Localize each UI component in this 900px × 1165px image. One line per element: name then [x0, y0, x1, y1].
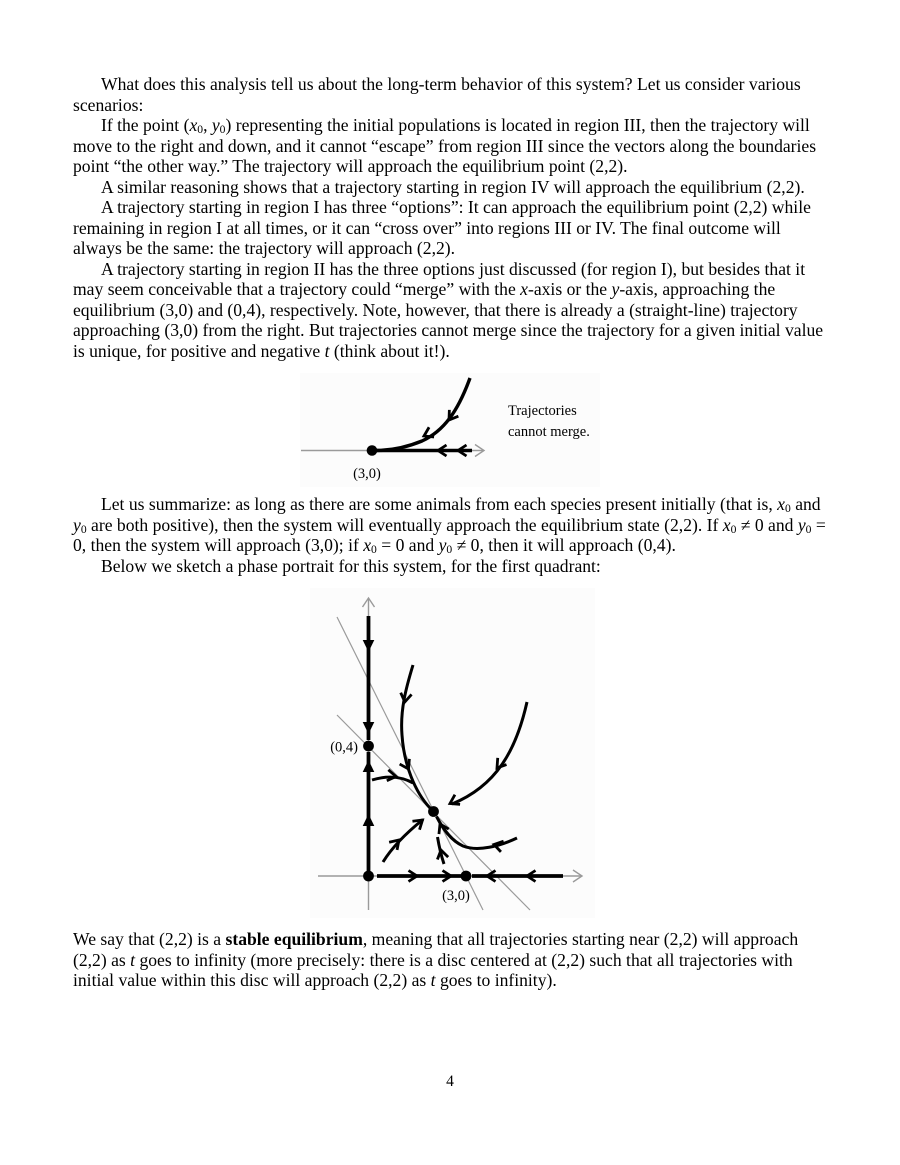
merge-caption-line2: cannot merge.	[508, 424, 590, 440]
label-3-0: (3,0)	[442, 888, 470, 904]
figure-phase-portrait	[310, 588, 595, 918]
curved-trajectory	[376, 378, 470, 451]
body-text-middle	[73, 494, 828, 576]
body-text-bottom	[73, 929, 828, 991]
equilibrium-dots	[363, 741, 471, 882]
paragraph-1: What does this analysis tell us about the long-term behavior of this system? Let us consider various scenarios:	[73, 74, 801, 115]
paragraph-6: Let us summarize: as long as there are some animals from each species present initially (that is, $x_0$ and $y_0$ are both positive), then the system will eventually approach the equilibrium state (2,2). If $x_0 \ne 0$ and $y_0 = 0$, then the system will approach (3,0); if $x_0 = 0$ and $y_0 \ne 0$, then it will approach (0,4).	[73, 494, 826, 556]
body-text-top	[73, 74, 828, 361]
origin-dot	[363, 871, 374, 882]
paragraph-8: We say that (2,2) is a stable equilibrium, meaning that all trajectories starting near (2,2) will approach (2,2) as t goes to infinity (more precisely: there is a disc centered at (2,2) such that all trajectories with initial value within this disc will approach (2,2) as t goes to infinity).	[73, 929, 799, 990]
merge-caption	[508, 401, 608, 443]
paragraph-7: Below we sketch a phase portrait for this system, for the first quadrant:	[101, 555, 601, 576]
dot-3-0	[461, 871, 472, 882]
merge-caption-line1: Trajectories	[508, 403, 577, 419]
paragraph-4: A trajectory starting in region I has three “options”: It can approach the equilibrium point (2,2) while remaining in region I at all times, or it can “cross over” into regions III or IV. The final outcome will always be the same: the trajectory will approach (2,2).	[73, 197, 811, 258]
phase-portrait-drawing	[310, 588, 595, 918]
paragraph-3: A similar reasoning shows that a trajectory starting in region IV will approach the equilibrium (2,2).	[101, 176, 805, 197]
flow-arrow-icon	[363, 640, 375, 652]
dot-0-4	[363, 741, 374, 752]
flow-arrow-icon	[363, 722, 375, 734]
paragraph-2: If the point ($x_0$, $y_0$) representing the initial populations is located in region III, then the trajectory will move to the right and down, and it cannot “escape” from region III since the vectors along the boundaries point “the other way.” The trajectory will approach the equilibrium point (2,2).	[73, 115, 817, 176]
page-number: 4	[446, 1073, 454, 1090]
flow-arrow-icon	[363, 814, 375, 826]
dot-2-2	[428, 806, 439, 817]
figure-merge	[300, 373, 600, 487]
label-0-4: (0,4)	[330, 739, 358, 756]
equilibrium-dot	[367, 445, 378, 456]
flow-arrow-icon	[363, 760, 375, 772]
interior-trajectories	[372, 665, 527, 864]
point-label: (3,0)	[353, 466, 381, 482]
paragraph-5: A trajectory starting in region II has the three options just discussed (for region I), but besides that it may seem conceivable that a trajectory could “merge” with the x-axis or the y-axis, approaching the equilibrium (3,0) and (0,4), respectively. Note, however, that there is already a (straight-line) trajectory approaching (3,0) from the right. But trajectories cannot merge since the trajectory for a given initial value is unique, for positive and negative t (think about it!).	[73, 258, 824, 361]
